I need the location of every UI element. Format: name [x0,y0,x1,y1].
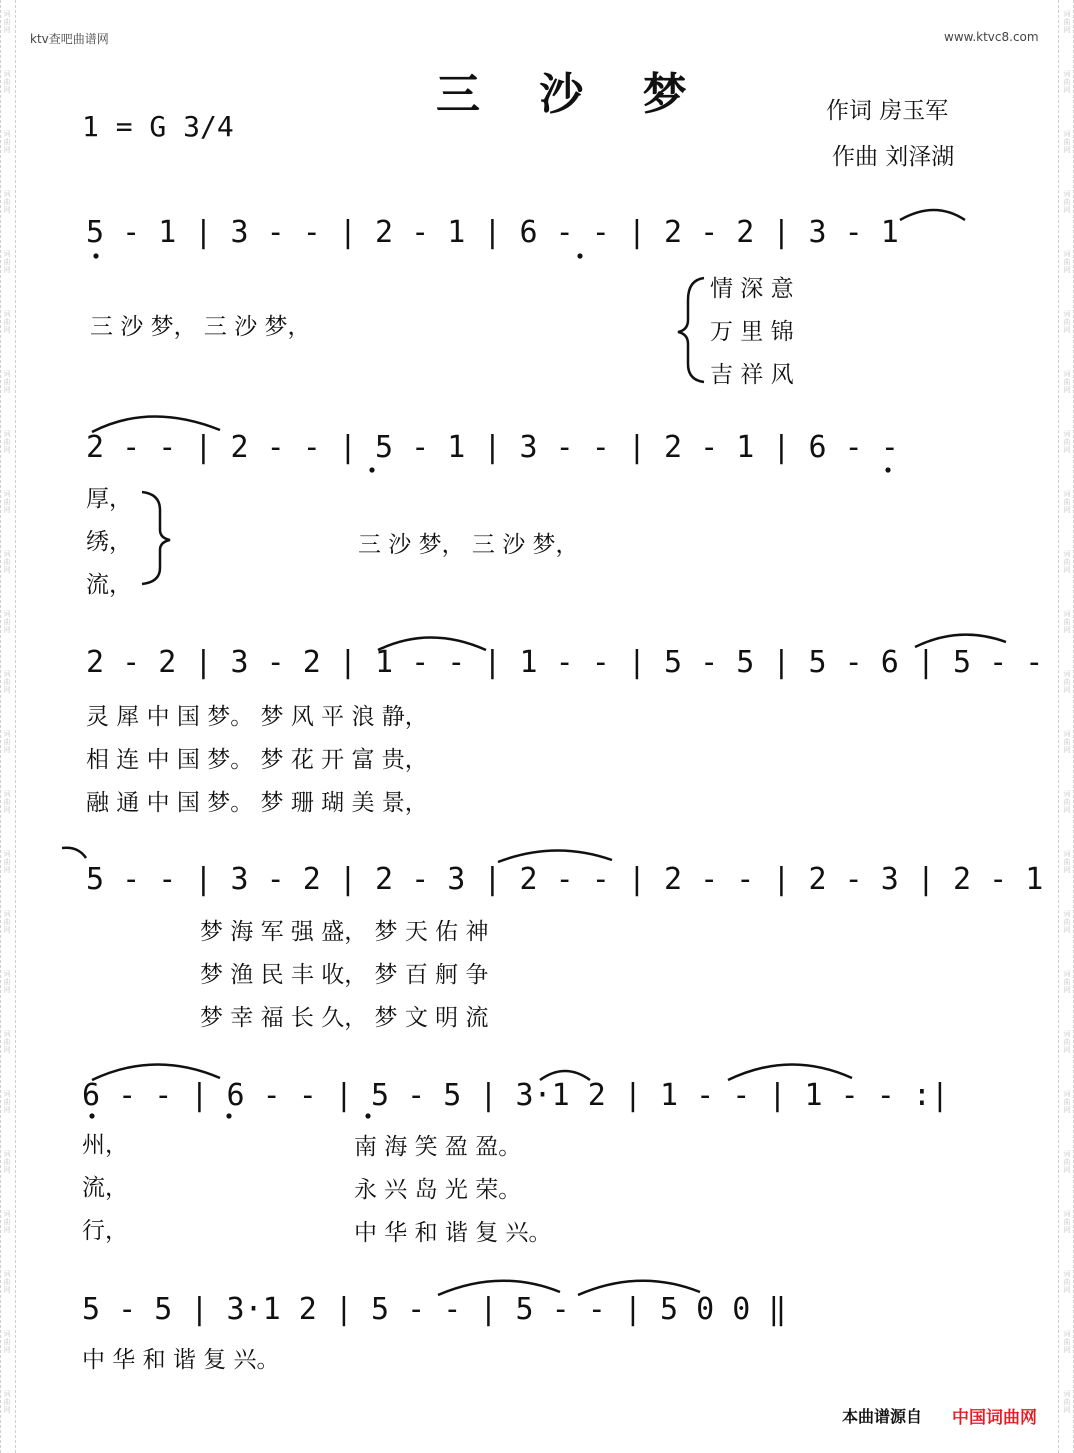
score-line-2-verse-3: 流， [86,572,132,598]
margin-watermark-text: 词曲网 [1063,970,1071,994]
margin-watermark-text: 词曲网 [3,1030,11,1054]
margin-watermark-text: 词曲网 [1063,550,1071,574]
margin-watermark-text: 词曲网 [3,730,11,754]
margin-watermark-text: 词曲网 [1063,1270,1071,1294]
slur-mark [540,1071,590,1080]
score-line-5-verse-3-start: 行， [82,1218,128,1244]
score-line-2-verse-1: 厚， [86,486,132,512]
score-line-3-notes: 2 - 2 | 3 - 2 | 1 - - | 1 - - | 5 - 5 | 5 - 6 | 5 - - [86,645,1044,680]
source-site-link[interactable]: 中国词曲网 [952,1408,1037,1428]
score-line-1-lyric: 三 沙 梦， 三 沙 梦， [90,314,311,340]
margin-watermark-text: 词曲网 [3,1090,11,1114]
margin-watermark-text: 词曲网 [1063,1390,1071,1414]
margin-watermark-text: 词曲网 [1063,370,1071,394]
score-line-5-verse-3-end: 中 华 和 谐 复 兴。 [354,1220,552,1246]
margin-watermark-text: 词曲网 [1063,1090,1071,1114]
brace-mark [678,278,704,382]
octave-dot [577,253,582,258]
octave-dot [226,1113,231,1118]
margin-watermark-text: 词曲网 [1063,850,1071,874]
margin-watermark-text: 词曲网 [1063,1030,1071,1054]
slur-mark [92,416,220,432]
margin-watermark-text: 词曲网 [3,610,11,634]
octave-dot [93,253,98,258]
margin-watermark-text: 词曲网 [3,1270,11,1294]
score-line-2-notes: 2 - - | 2 - - | 5 - 1 | 3 - - | 2 - 1 | 6 - - [86,430,899,465]
margin-watermark-text: 词曲网 [1063,670,1071,694]
margin-watermark-text: 词曲网 [1063,610,1071,634]
margin-watermark-text: 词曲网 [3,430,11,454]
score-line-1-notes: 5 - 1 | 3 - - | 2 - 1 | 6 - - | 2 - 2 | 3 - 1 [86,215,899,250]
margin-watermark-text: 词曲网 [3,190,11,214]
octave-dot [885,467,890,472]
margin-watermark-text: 词曲网 [3,1330,11,1354]
brace-mark [142,492,170,584]
song-title: 三 沙 梦 [436,69,709,120]
score-line-5-verse-1-start: 州， [82,1132,128,1158]
margin-watermark-text: 词曲网 [1063,250,1071,274]
score-line-3-verse-3: 融 通 中 国 梦。 梦 珊 瑚 美 景， [86,790,428,816]
score-line-4-verse-3: 梦 幸 福 长 久， 梦 文 明 流 [200,1005,489,1031]
octave-dot [369,467,374,472]
slur-mark [438,1281,560,1295]
margin-watermark-text: 词曲网 [3,490,11,514]
score-line-1-verse-3: 吉 祥 风 [710,362,794,388]
margin-watermark-text: 词曲网 [3,1390,11,1414]
margin-watermark-text: 词曲网 [3,550,11,574]
margin-watermark-text: 词曲网 [1063,790,1071,814]
slur-mark [915,635,1006,647]
score-line-2-verse-2: 绣， [86,529,132,555]
composer-credit: 作曲 刘泽湖 [832,144,955,170]
margin-watermark-text: 词曲网 [3,790,11,814]
score-line-3-verse-1: 灵 犀 中 国 梦。 梦 风 平 浪 静， [86,704,428,730]
score-line-1-verse-2: 万 里 锦 [710,319,794,345]
slur-mark [378,638,486,651]
margin-watermark-text: 词曲网 [1063,190,1071,214]
margin-watermark-text: 词曲网 [1063,10,1071,34]
margin-watermark-text: 词曲网 [1063,730,1071,754]
site-name-left: ktv查吧曲谱网 [30,32,109,46]
margin-watermark-text: 词曲网 [1063,910,1071,934]
margin-watermark-text: 词曲网 [3,310,11,334]
margin-watermark-text: 词曲网 [3,1150,11,1174]
margin-watermark-text: 词曲网 [1063,490,1071,514]
margin-watermark-text: 词曲网 [1063,310,1071,334]
octave-dot [89,1113,94,1118]
score-line-4-verse-2: 梦 渔 民 丰 收， 梦 百 舸 争 [200,962,489,988]
lyricist-credit: 作词 房玉军 [826,98,949,124]
score-line-2-lyric: 三 沙 梦， 三 沙 梦， [358,532,579,558]
margin-watermark-text: 词曲网 [3,370,11,394]
margin-watermark-text: 词曲网 [1063,1210,1071,1234]
score-line-5-verse-2-start: 流， [82,1175,128,1201]
margin-watermark-text: 词曲网 [3,250,11,274]
slur-mark [900,210,965,220]
site-url-right: www.ktvc8.com [944,30,1039,44]
octave-dot [365,1113,370,1118]
margin-watermark-text: 词曲网 [3,970,11,994]
score-line-5-verse-1-end: 南 海 笑 盈 盈。 [354,1134,522,1160]
score-line-6-notes: 5 - 5 | 3·1 2 | 5 - - | 5 - - | 5 0 0 ‖ [82,1292,787,1327]
key-time-signature: 1 = G 3/4 [82,110,234,143]
margin-watermark-text: 词曲网 [3,910,11,934]
slur-mark [62,848,86,858]
score-line-1-verse-1: 情 深 意 [710,276,794,302]
margin-watermark-text: 词曲网 [1063,430,1071,454]
slur-mark [578,1281,700,1295]
slur-mark [498,850,612,862]
score-line-4-notes: 5 - - | 3 - 2 | 2 - 3 | 2 - - | 2 - - | 2 - 3 | 2 - 1 [86,862,1044,897]
margin-watermark-text: 词曲网 [3,1210,11,1234]
margin-watermark-text: 词曲网 [3,70,11,94]
margin-watermark-text: 词曲网 [3,850,11,874]
score-line-5-notes: 6 - - | 6 - - | 5 - 5 | 3·1 2 | 1 - - | 1 - - :| [82,1078,949,1113]
margin-watermark-text: 词曲网 [1063,70,1071,94]
score-line-3-verse-2: 相 连 中 国 梦。 梦 花 开 富 贵， [86,747,428,773]
margin-watermark-text: 词曲网 [3,10,11,34]
score-line-5-verse-2-end: 永 兴 岛 光 荣。 [354,1177,522,1203]
score-line-6-lyric: 中 华 和 谐 复 兴。 [82,1347,280,1373]
slur-mark [92,1064,220,1080]
margin-watermark-text: 词曲网 [1063,1150,1071,1174]
margin-watermark-text: 词曲网 [1063,1330,1071,1354]
margin-watermark-text: 词曲网 [3,130,11,154]
margin-watermark-text: 词曲网 [3,670,11,694]
source-label: 本曲谱源自 [842,1407,923,1426]
score-line-4-verse-1: 梦 海 军 强 盛， 梦 天 佑 神 [200,919,489,945]
margin-watermark-text: 词曲网 [1063,130,1071,154]
slur-mark [728,1064,852,1080]
